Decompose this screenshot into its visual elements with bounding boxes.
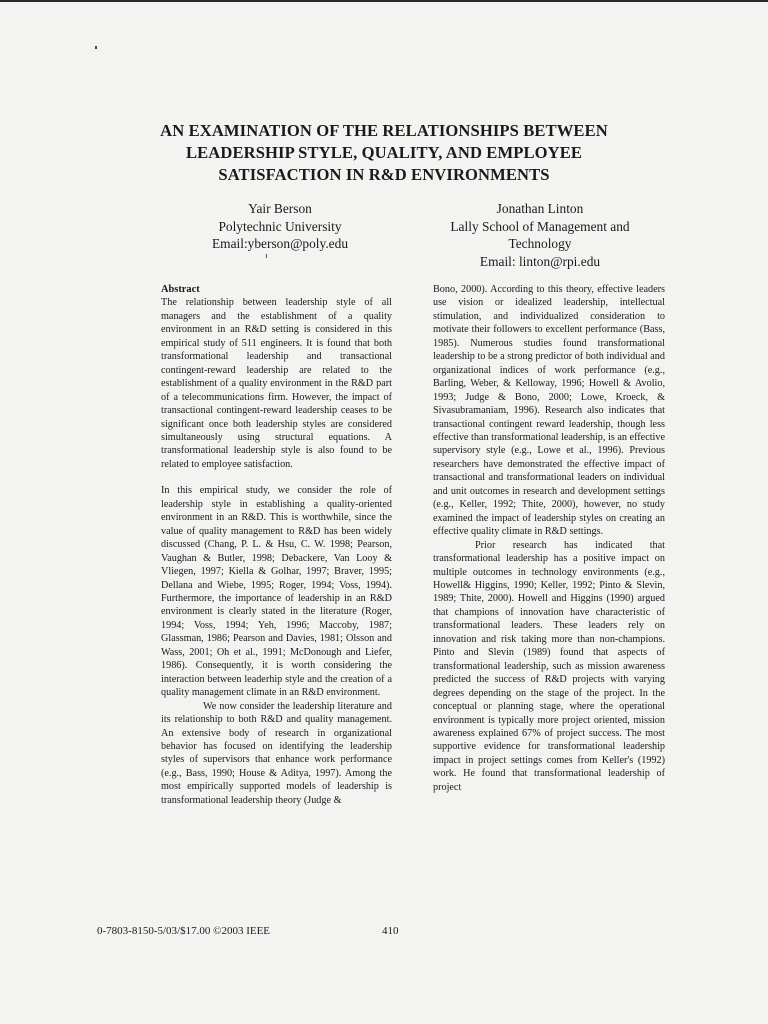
paper-title xyxy=(120,120,648,186)
intro-paragraph: In this empirical study, we consider the role of leadership style in establishing a quality-oriented environment in an R&D. This is worthwhile, since the value of quality management to R&D has been widely discussed (Chang, P. L. & Hsu, C. W. 1998; Pearson, Vaughan & Butler, 1998; Debackere, Van Looy & Vliegen, 1997; Kiella & Golhar, 1997; Braver, 1995; Dellana and Wiebe, 1995; Roger, 1994; Voss, 1994). Furthermore, the importance of leadership in an R&D environment is clearly stated in the literature (Roger, 1994; Voss, 1994; Yeh, 1996; Maccoby, 1987; Glassman, 1986; Pearson and Davies, 1981; Olsson and Wass, 2001; Oh et al., 1991; McDonough and Liefer, 1986). Consequently, it is worth considering the interaction between leaderhip style and the creation of a quality management climate in an R&D environment. xyxy=(161,485,392,699)
page-number: 410 xyxy=(382,925,399,937)
author-affiliation: Lally School of Management and xyxy=(450,218,630,234)
top-border-line xyxy=(0,0,768,2)
author-block-berson xyxy=(180,200,380,253)
copyright-code: 0-7803-8150-5/03/$17.00 ©2003 IEEE xyxy=(97,925,271,937)
right-column xyxy=(433,283,665,794)
body-paragraph: Prior research has indicated that transformational leadership has a positive impact on multiple outcomes in technology environments (e.g., Howell& Higgins, 1990; Keller, 1992; Pinto & Slevin, 1989; Thite, 2000). Howell and Higgins (1990) argued that champions of innovation have characteristic of transformational leaders. These leaders rely on innovation and risk taking more than non-champions. Pinto and Slevin (1989) found that aspects of transformational leadership, such as mission awareness predicted the success of R&D projects with varying degrees depending on the stage of the project. In the conceptual or planning stage, where the operational environment is typically more project oriented, mission awareness explained 67% of project success. The most supportive evidence for transformational leadership impact in project settings comes from Keller's (1992) work. He found that transformational leadership of project xyxy=(433,539,665,793)
author-name: Jonathan Linton xyxy=(496,201,584,216)
body-paragraph: We now consider the leadership literature and its relationship to both R&D and quality management. An extensive body of research in organizational behavior has focused on identifying the leadership styles of supervisors that enhance work performance (e.g., Bass, 1990; House & Aditya, 1997). Among the most empirically supported models of leadership is transformational leadership theory (Judge & xyxy=(161,700,392,806)
title-line-3: SATISFACTION IN R&D ENVIRONMENTS xyxy=(218,165,550,184)
body-paragraph: Bono, 2000). According to this theory, effective leaders use vision or idealized leadership, intellectual stimulation, and individualized consideration to motivate their followers to excellent performance (Bass, 1985). Numerous studies found transformational leadership to be a strong predictor of both individual and organizational indices of work performance (e.g., Barling, Weber, & Kelloway, 1996; Howell & Avolio, 1993; Judge & Bono, 2000; Lowe, Kroeck, & Sivasubramaniam, 1996). Research also indicates that transactional contingent reward leadership, though less effective than transformational leadership, is an effective supervisory style (e.g., Lowe et al., 1996). Previous researchers have demonstrated the effective impact of transactional and transformational leaders on individual and unit outcomes in research and development settings (e.g., Keller, 1992; Thite, 2000), however, no study examined the impact of leadership styles on creating an effective quality climate in R&D settings. xyxy=(433,284,665,538)
abstract-paragraph: The relationship between leadership style of all managers and the establishment of a quality environment in an R&D setting is considered in this empirical study of 511 engineers. It is found that both transformational leadership and transactional contingent-reward leadership are related to the establishment of a quality environment in the R&D part of a telecommunications firm. However, the impact of transactional contingent-reward leadership ceases to be significant once both leadership styles are considered simultaneously using structural equations. A transformational leadership style is also found to be related to employee satisfaction. xyxy=(161,297,392,470)
author-block-linton xyxy=(420,200,660,270)
abstract-heading: Abstract xyxy=(161,284,200,295)
scan-mark xyxy=(266,254,267,258)
author-name: Yair Berson xyxy=(248,201,312,216)
author-email[interactable]: Email: linton@rpi.edu xyxy=(479,253,601,269)
author-affiliation: Polytechnic University xyxy=(218,218,342,234)
left-column xyxy=(161,283,392,807)
author-email[interactable]: Email:yberson@poly.edu xyxy=(211,236,349,251)
author-affiliation: Technology xyxy=(508,236,572,251)
title-line-2: LEADERSHIP STYLE, QUALITY, AND EMPLOYEE xyxy=(185,143,583,162)
scan-speck xyxy=(95,46,97,49)
title-line-1: AN EXAMINATION OF THE RELATIONSHIPS BETWEEN xyxy=(160,121,608,140)
